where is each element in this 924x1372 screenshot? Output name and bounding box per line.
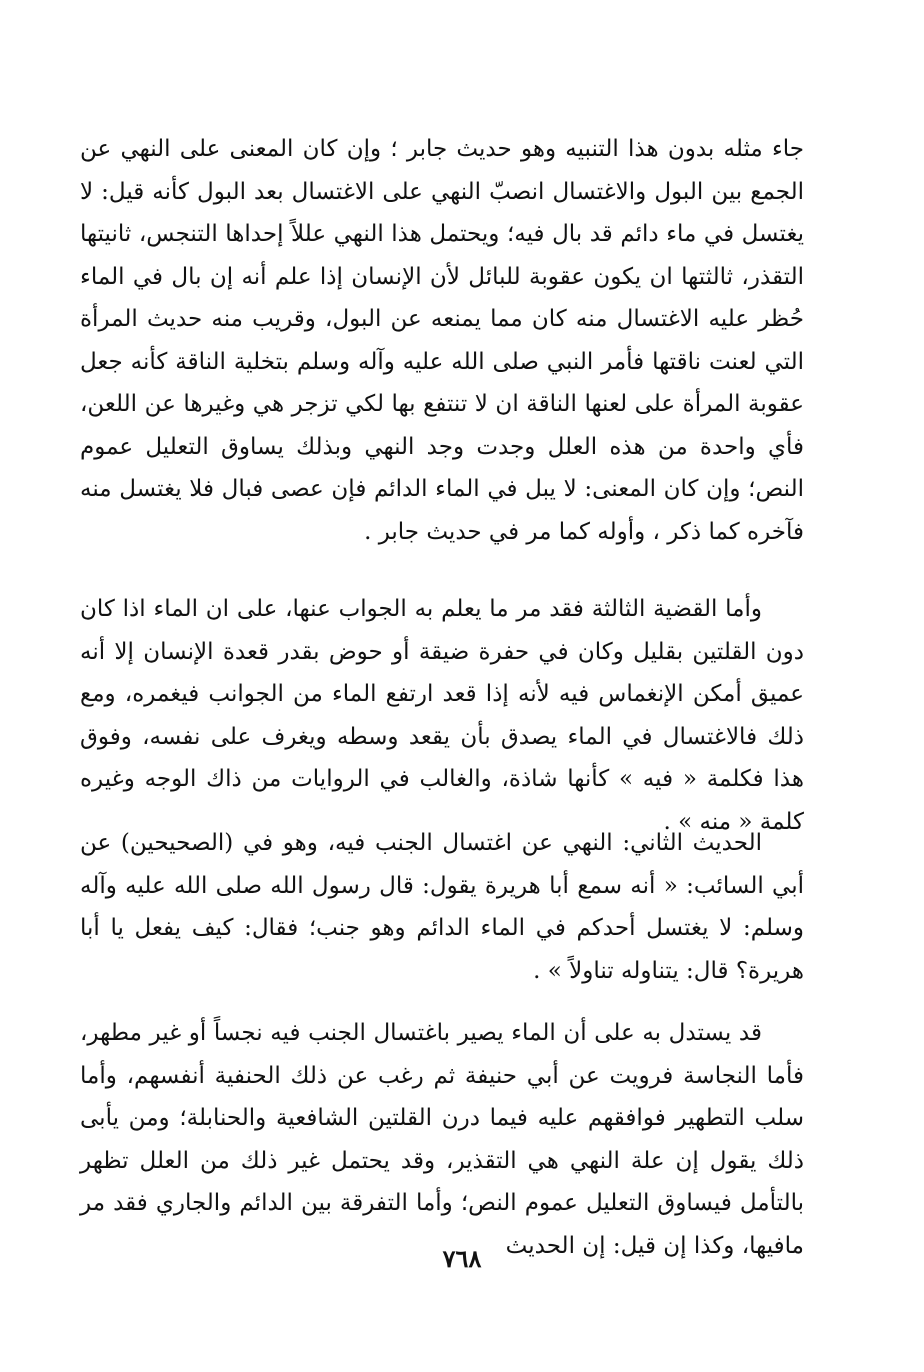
paragraph-3 bbox=[80, 822, 804, 992]
paragraph-text: وأما القضية الثالثة فقد مر ما يعلم به الجواب عنها، على ان الماء اذا كان دون القلتين بقليل وكان في حفرة ضيقة أو حوض بقدر قعدة الإنسان إلا أنه عميق أمكن الإنغماس فيه لأنه إذا قعد ارتفع الماء من الجوانب فيغمره، ومع ذلك فالاغتسال في الماء يصدق بأن يقعد وسطه ويغرف على نفسه، وفوق هذا فكلمة « فيه » كأنها شاذة، والغالب في الروايات من ذاك الوجه وغيره كلمة « منه » . bbox=[80, 596, 804, 835]
paragraph-4 bbox=[80, 1012, 804, 1267]
paragraph-text: جاء مثله بدون هذا التنبيه وهو حديث جابر ؛ وإن كان المعنى على النهي عن الجمع بين البول والاغتسال انصبّ النهي على الاغتسال بعد البول كأنه قيل: لا يغتسل في ماء دائم قد بال فيه؛ ويحتمل هذا النهي عللاً إحداها التنجس، ثانيتها التقذر، ثالثتها ان يكون عقوبة للبائل لأن الإنسان إذا علم أنه إن بال في الماء حُظر عليه الاغتسال منه كان مما يمنعه عن البول، وقريب منه حديث المرأة التي لعنت ناقتها فأمر النبي صلى الله عليه وآله وسلم بتخلية الناقة كأنه جعل عقوبة المرأة على لعنها الناقة ان لا تنتفع بها لكي تزجر هي وغيرها عن اللعن، فأي واحدة من هذه العلل وجدت وجد النهي وبذلك يساوق التعليل عموم النص؛ وإن كان المعنى: لا يبل في الماء الدائم فإن عصى فبال فلا يغتسل منه فآخره كما ذكر ، وأوله كما مر في حديث جابر . bbox=[80, 136, 804, 545]
page-number: ٧٦٨ bbox=[442, 1244, 482, 1273]
paragraph-1 bbox=[80, 128, 804, 553]
paragraph-text: الحديث الثاني: النهي عن اغتسال الجنب فيه، وهو في (الصحيحين) عن أبي السائب: « أنه سمع أبا هريرة يقول: قال رسول الله صلى الله عليه وآله وسلم: لا يغتسل أحدكم في الماء الدائم وهو جنب؛ فقال: كيف يفعل يا أبا هريرة؟ قال: يتناوله تناولاً » . bbox=[80, 830, 804, 984]
paragraph-text: قد يستدل به على أن الماء يصير باغتسال الجنب فيه نجساً أو غير مطهر، فأما النجاسة فرويت عن أبي حنيفة ثم رغب عن ذلك الحنفية أنفسهم، وأما سلب التطهير فوافقهم عليه فيما درن القلتين الشافعية والحنابلة؛ ومن يأبى ذلك يقول إن علة النهي هي التقذير، وقد يحتمل غير ذلك من العلل تظهر بالتأمل فيساوق التعليل عموم النص؛ وأما التفرقة بين الدائم والجاري فقد مر مافيها، وكذا إن قيل: إن الحديث bbox=[80, 1020, 804, 1259]
paragraph-2 bbox=[80, 588, 804, 843]
